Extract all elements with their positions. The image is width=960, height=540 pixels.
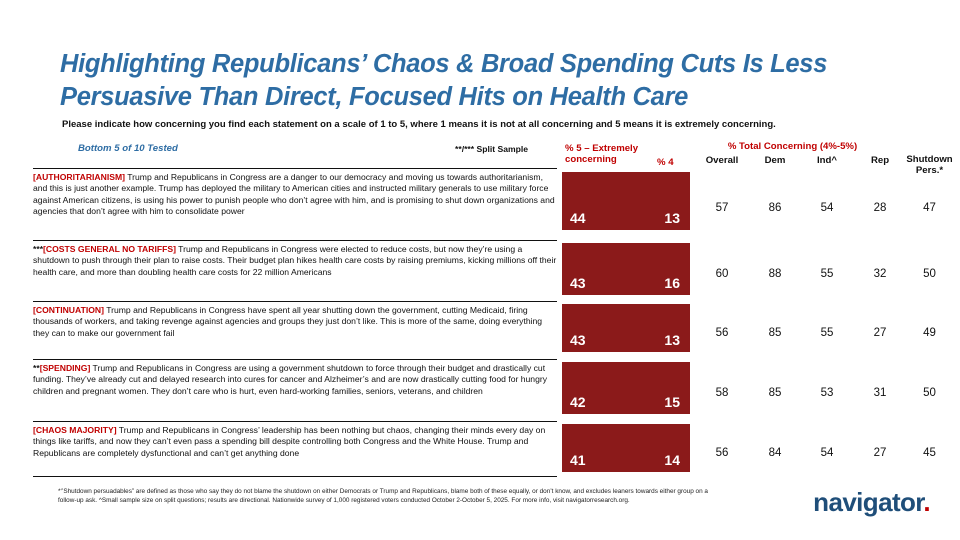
bar-segment xyxy=(562,172,690,230)
bar-value-pct4: 16 xyxy=(664,275,680,291)
value-shutdown: 45 xyxy=(923,447,936,459)
value-shutdown: 47 xyxy=(923,202,936,214)
bar-value-pct4: 14 xyxy=(664,452,680,468)
statement-text xyxy=(33,240,557,278)
statement-tag-prefix: ** xyxy=(33,363,40,373)
bar-segment xyxy=(562,243,690,295)
value-rep: 31 xyxy=(873,387,887,399)
logo-dot: . xyxy=(923,487,930,517)
statement-body: Trump and Republicans in Congress’ leadership has been nothing but chaos, changing their minds every day on things like tariffs, and now they can’t even pass a spending bill despite controlling both Congress and the White House. Trump and Republicans are completely dysfunctional and can’t get anything done xyxy=(33,425,546,458)
bar-value-pct4: 13 xyxy=(664,332,680,348)
statement-tag: [CONTINUATION] xyxy=(33,305,104,315)
bar-segment xyxy=(562,424,690,472)
bar-value-pct5: 44 xyxy=(570,210,586,226)
header-col-ind: Ind^ xyxy=(817,155,837,166)
value-overall: 60 xyxy=(715,268,729,280)
statement-tag: [CHAOS MAJORITY] xyxy=(33,425,117,435)
value-ind: 55 xyxy=(820,268,834,280)
table-row xyxy=(0,359,960,421)
header-col-dem: Dem xyxy=(764,155,786,166)
statement-body: Trump and Republicans in Congress are a danger to our democracy and moving us towards authoritarianism, and this is just another example. Trump has deployed the military to American cities and instructed military generals to use military force against American citizens, is using his power to punish people who don’t agree with him, and is promising to shut down organizations and agencies that don’t agree with him to consolidate power xyxy=(33,172,555,217)
statement-tag: [AUTHORITARIANISM] xyxy=(33,172,125,182)
value-shutdown: 50 xyxy=(923,268,936,280)
statement-body: Trump and Republicans in Congress have spent all year shutting down the government, cutting Medicaid, firing thousands of workers, and taking revenge against agencies and groups they just don’t like. This is more of the same, doing everything they can to make our government fail xyxy=(33,305,543,338)
header-pct4-label: % 4 xyxy=(657,157,674,168)
value-dem: 85 xyxy=(768,387,782,399)
page-title: Highlighting Republicans’ Chaos & Broad Spending Cuts Is Less Persuasive Than Direct, Focused Hits on Health Care xyxy=(60,50,828,111)
header-total-concerning: % Total Concerning (4%-5%) xyxy=(727,141,858,152)
logo-text: navigator xyxy=(813,487,924,517)
value-overall: 57 xyxy=(715,202,729,214)
table-row xyxy=(0,421,960,481)
table-row xyxy=(0,240,960,301)
value-ind: 54 xyxy=(820,447,834,459)
value-shutdown: 50 xyxy=(923,387,936,399)
note-split-sample: **/*** Split Sample xyxy=(455,144,529,154)
bar-value-pct5: 43 xyxy=(570,275,586,291)
value-overall: 56 xyxy=(715,447,729,459)
statement-body: Trump and Republicans in Congress are using a government shutdown to force through their budget and drastically cut funding. They’ve already cut and delayed research into cures for cancer and Alzheimer’s and are now drastically cutting food for hungry children and pregnant women. They don’t care who is hurt, even hard-working families, seniors, veterans, and children xyxy=(33,363,548,396)
value-rep: 27 xyxy=(873,327,887,339)
bar-value-pct5: 41 xyxy=(570,452,586,468)
table-row xyxy=(0,168,960,240)
statement-text xyxy=(33,359,557,397)
value-shutdown: 49 xyxy=(923,327,936,339)
bottom-divider xyxy=(33,476,557,477)
navigator-logo xyxy=(813,487,930,518)
header-col-overall: Overall xyxy=(705,155,739,166)
value-overall: 56 xyxy=(715,327,729,339)
statement-text xyxy=(33,301,557,339)
statement-body: Trump and Republicans in Congress were elected to reduce costs, but now they’re using a shutdown to push through their plan to raise costs. Their budget plan hikes health care costs by raising premiums, kicking millions off their health care, and more than doubling health care costs for 22 million Americans xyxy=(33,244,557,277)
value-ind: 55 xyxy=(820,327,834,339)
value-dem: 85 xyxy=(768,327,782,339)
table-row xyxy=(0,301,960,359)
value-rep: 32 xyxy=(873,268,887,280)
value-overall: 58 xyxy=(715,387,729,399)
header-col-rep: Rep xyxy=(870,155,890,166)
subtitle-question: Please indicate how concerning you find each statement on a scale of 1 to 5, where 1 means it is not at all concerning and 5 means it is extremely concerning. xyxy=(62,119,776,130)
statement-tag: [COSTS GENERAL NO TARIFFS] xyxy=(43,244,176,254)
bar-value-pct4: 13 xyxy=(664,210,680,226)
bar-value-pct4: 15 xyxy=(664,394,680,410)
statement-text xyxy=(33,168,557,217)
value-rep: 27 xyxy=(873,447,887,459)
statement-tag: [SPENDING] xyxy=(39,363,91,373)
header-pct5-label: % 5 – Extremely concerning xyxy=(565,143,639,166)
statement-rows xyxy=(0,168,960,481)
value-ind: 53 xyxy=(820,387,834,399)
bar-value-pct5: 42 xyxy=(570,394,586,410)
statement-text xyxy=(33,421,557,459)
header-col-shutdown-pers: Shutdown Pers.* xyxy=(906,154,953,176)
value-dem: 84 xyxy=(768,447,782,459)
value-ind: 54 xyxy=(820,202,834,214)
statement-tag-prefix: *** xyxy=(33,244,44,254)
bar-value-pct5: 43 xyxy=(570,332,586,348)
value-dem: 88 xyxy=(768,268,782,280)
value-dem: 86 xyxy=(768,202,782,214)
note-bottom-five: Bottom 5 of 10 Tested xyxy=(78,143,178,154)
bar-segment xyxy=(562,362,690,414)
value-rep: 28 xyxy=(873,202,887,214)
footnote: *‘’Shutdown persuadables” are defined as those who say they do not blame the shutdown on either Democrats or Trump and Republicans, blame both of these equally, or don’t know, and excludes leaners towards either group on a follow-up ask. ^Small sample size on split questions; results are directional. Nationwide survey of 1,000 registered voters conducted October 2-October 5, 2025. For more info, visit navigatorresearch.org. xyxy=(58,488,708,505)
bar-segment xyxy=(562,304,690,352)
